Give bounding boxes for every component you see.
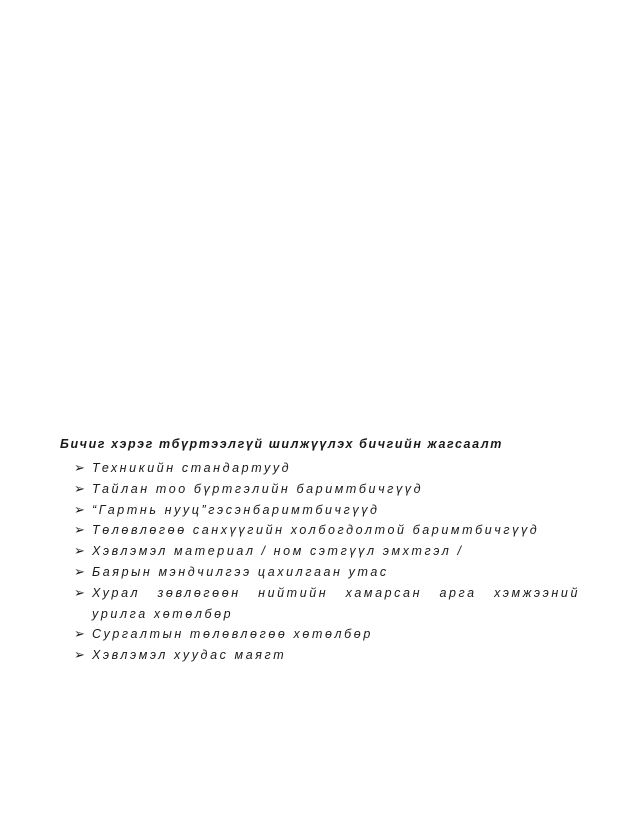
arrow-bullet-icon: ➢ [74,522,85,538]
list-heading: Бичиг хэрэг тбүртээлгүй шилжүүлэх бичгийн жагсаалт [60,437,503,451]
arrow-bullet-icon: ➢ [74,563,85,579]
list-item-text: Баярын мэндчилгээ цахилгаан утас [92,564,389,579]
list-item [60,583,580,625]
list-item-text: Сургалтын төлөвлөгөө хөтөлбөр [92,627,373,642]
list-item-text: Хэвлэмэл материал / ном сэтгүүл эмхтгэл / [92,544,464,559]
list-item [60,479,580,500]
list-item [60,458,580,479]
list-item-text: Техникийн стандартууд [92,461,292,475]
arrow-bullet-icon: ➢ [74,543,85,559]
list-item [60,541,580,562]
arrow-bullet-icon: ➢ [74,626,85,642]
arrow-bullet-icon: ➢ [74,501,85,517]
list-item [60,562,580,583]
list-item-text: Хурал зөвлөгөөн нийтийн хамарсан арга хэмжээний урилга хөтөлбөр [92,585,580,621]
document-body [60,436,580,666]
list-item-text: Тайлан тоо бүртгэлийн баримтбичгүүд [92,481,424,496]
list-item-text: “Гартнь нууц”гэсэнбаримтбичгүүд [92,502,380,517]
document-list [60,458,580,666]
arrow-bullet-icon: ➢ [74,584,85,600]
list-item-text: Төлөвлөгөө санхүүгийн холбогдолтой баримтбичгүүд [92,523,540,538]
arrow-bullet-icon: ➢ [74,460,85,475]
list-item-text: Хэвлэмэл хуудас маягт [92,648,287,663]
list-item [60,500,580,521]
arrow-bullet-icon: ➢ [74,480,85,496]
arrow-bullet-icon: ➢ [74,647,85,663]
list-item [60,645,580,666]
list-item [60,624,580,645]
list-item [60,520,580,541]
